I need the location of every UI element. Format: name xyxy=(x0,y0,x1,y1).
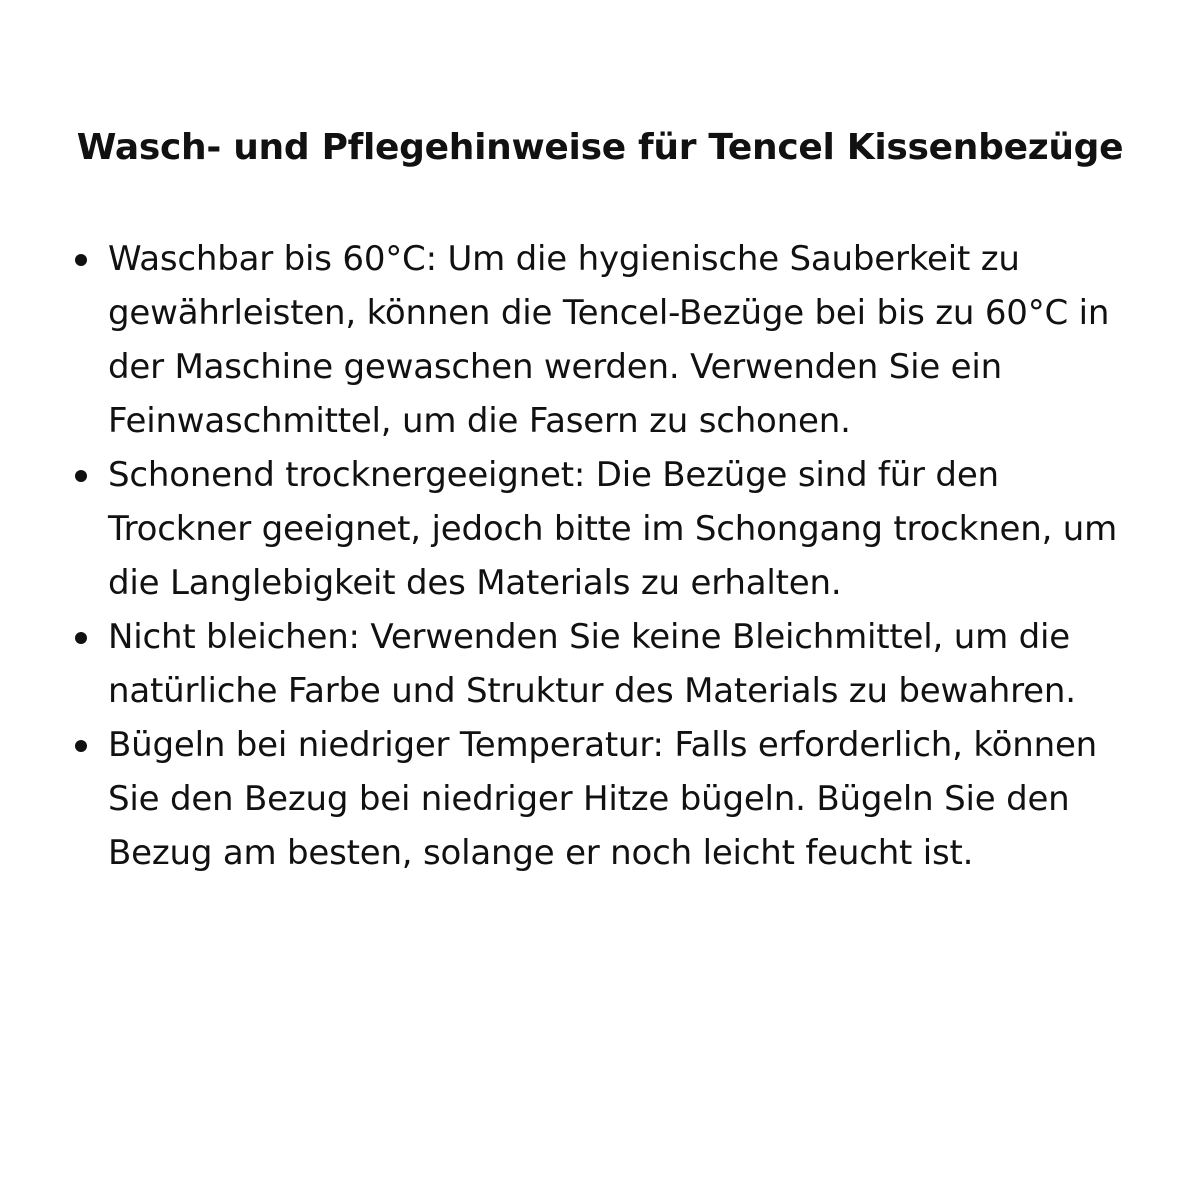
list-item-text: Waschbar bis 60°C: Um die hygienische Sauberkeit zu gewährleisten, können die Tencel-Bezüge bei bis zu 60°C in der Maschine gewaschen werden. Verwenden Sie ein Feinwaschmittel, um die Fasern zu schonen. xyxy=(108,239,1110,441)
list-item-drying xyxy=(62,448,1142,610)
bullet-icon xyxy=(75,470,87,482)
list-item-text: Nicht bleichen: Verwenden Sie keine Bleichmittel, um die natürliche Farbe und Struktur des Materials zu bewahren. xyxy=(108,617,1076,711)
bullet-icon xyxy=(75,632,87,644)
page-title: Wasch- und Pflegehinweise für Tencel Kissenbezüge xyxy=(76,127,1124,168)
bullet-icon xyxy=(75,740,87,752)
bullet-icon xyxy=(75,254,87,266)
list-item-bleaching xyxy=(62,610,1142,718)
list-item-washing xyxy=(62,232,1142,448)
list-item-ironing xyxy=(62,718,1142,880)
list-item-text: Schonend trocknergeeignet: Die Bezüge sind für den Trockner geeignet, jedoch bitte im Schongang trocknen, um die Langlebigkeit des Materials zu erhalten. xyxy=(108,455,1118,603)
list-item-text: Bügeln bei niedriger Temperatur: Falls erforderlich, können Sie den Bezug bei niedriger Hitze bügeln. Bügeln Sie den Bezug am besten, solange er noch leicht feucht ist. xyxy=(108,725,1098,873)
care-instructions-list xyxy=(62,232,1142,880)
